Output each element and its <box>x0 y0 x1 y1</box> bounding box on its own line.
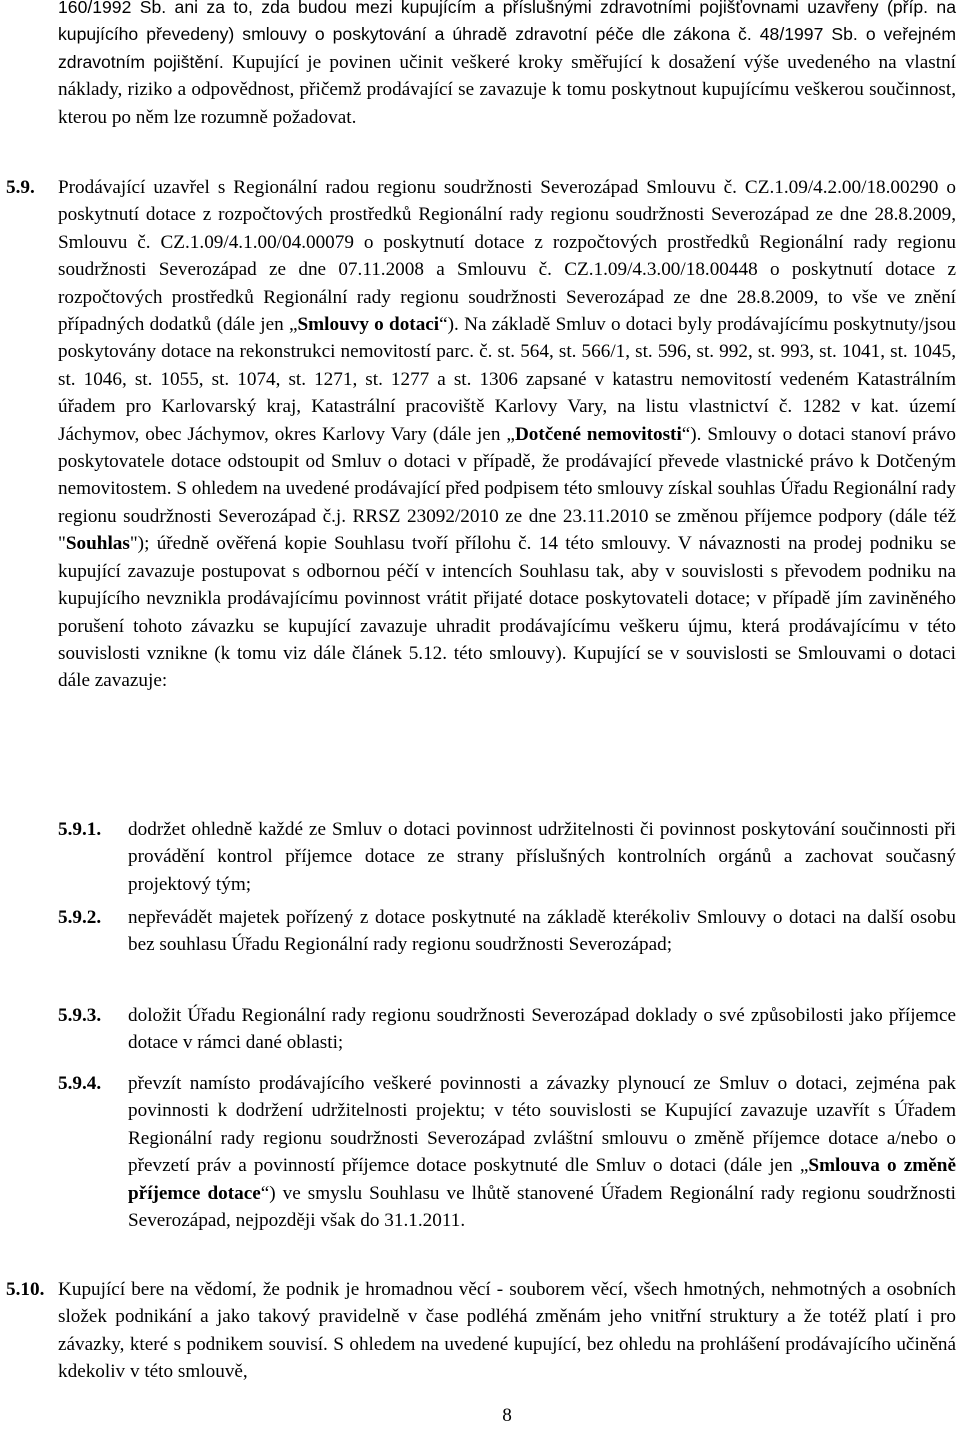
item-5-9-1-text: dodržet ohledně každé ze Smluv o dotaci povinnost udržitelnosti či povinnost poskytování součinnosti při provádění kontrol příjemce dotace ze strany příslušných kontrolních orgánů a zachovat současný projektový tým; <box>128 819 956 895</box>
item-5-9-1-number: 5.9.1. <box>58 819 102 840</box>
intro-sans-text: 160/1992 Sb. ani za to, zda budou mezi kupujícím a příslušnými zdravotními pojišťovnami uzavřeny (příp. na kupujícího převedeny) smlouvy o poskytování a úhradě zdravotní péče dle zákona č. 48/1997 Sb. o veřejném zdravotním pojištění. <box>58 0 956 72</box>
item-5-9-4-body <box>128 1070 956 1234</box>
page-number: 8 <box>502 1405 512 1426</box>
section-5-9-text-2: “). Na základě Smluv o dotaci byly prodávajícímu poskytnuty/jsou poskytovány dotace na rekonstrukci nemovitostí parc. č. st. 564, st. 566/1, st. 596, st. 992, st. 993, st. 1041, st. 1045, st. 1046, st. 1055, st. 1074, st. 1271, st. 1277 a st. 1306 zapsané v katastru nemovitostí vedeném Katastrálním úřadem pro Karlovarský kraj, Katastrální pracoviště Karlovy Vary, na listu vlastnictví č. 1282 v kat. území Jáchymov, obec Jáchymov, okres Karlovy Vary (dále jen „ <box>58 314 956 445</box>
section-5-9-text-3: “). Smlouvy o dotaci stanoví právo poskytovatele dotace odstoupit od Smluv o dotaci v případě, že prodávající převede vlastnické právo k Dotčeným nemovitostem. S ohledem na uvedené prodávající před podpisem této smlouvy získal souhlas Úřadu Regionální rady regionu soudržnosti Severozápad č.j. RRSZ 23092/2010 ze dne 23.11.2010 se změnou příjemce podpory (dále též " <box>58 423 956 555</box>
term-smlouvy-o-dotaci: Smlouvy o dotaci <box>297 314 440 336</box>
section-5-9-text-4: "); úředně ověřená kopie Souhlasu tvoří přílohu č. 14 této smlouvy. V návaznosti na prodej podniku se kupující zavazuje postupovat s odbornou péčí v intencích Souhlasu tak, aby v souvislosti s převodem podniku na kupujícího nevznikla prodávajícímu povinnost vrátit přijaté dotace poskytovateli dotace; v případě jím zaviněného porušení tohoto závazku se kupující zavazuje uhradit prodávajícímu veškeru újmu, která prodávajícímu v této souvislosti vznikne (k tomu viz dále článek 5.12. této smlouvy). Kupující se v souvislosti se Smlouvami o dotaci dále zavazuje: <box>58 533 956 692</box>
item-5-9-3-number: 5.9.3. <box>58 1005 102 1026</box>
section-5-10-text: Kupující bere na vědomí, že podnik je hromadnou věcí - souborem věcí, všech hmotných, nehmotných a osobních složek podnikání a jako takový pravidelně v čase podléhá změnám jeho vnitřní struktury a že totéž platí i pro závazky, které s podnikem souvisí. S ohledem na uvedené kupující, bez ohledu na prohlášení prodávajícího učiněná kdekoliv v této smlouvě, <box>58 1279 956 1383</box>
item-5-9-4-number: 5.9.4. <box>58 1073 102 1094</box>
section-5-9-body <box>58 174 956 695</box>
item-5-9-4-text-1: převzít namísto prodávajícího veškeré povinnosti a závazky plynoucí ze Smluv o dotaci, zejména pak povinnosti k dodržení udržitelnosti projektu; v této souvislosti se Kupující zavazuje uzavřít s Úřadem Regionální rady regionu soudržnosti Severozápad zvláštní smlouvu o změně příjemce dotace a/nebo o převzetí práv a povinností příjemce dotace poskytnuté dle Smluv o dotaci (dále jen „ <box>128 1073 956 1177</box>
term-dotcene-nemovitosti: Dotčené nemovitosti <box>514 423 682 445</box>
section-5-9-number: 5.9. <box>6 177 35 198</box>
section-5-9-text-1: Prodávající uzavřel s Regionální radou regionu soudržnosti Severozápad Smlouvu č. CZ.1.09/4.2.00/18.00290 o poskytnutí dotace z rozpočtových prostředků Regionální rady regionu soudržnosti Severozápad ze dne 28.8.2009, Smlouvu č. CZ.1.09/4.1.00/04.00079 o poskytnutí dotace z rozpočtových prostředků Regionální rady regionu soudržnosti Severozápad ze dne 07.11.2008 a Smlouvu č. CZ.1.09/4.3.00/18.00448 o poskytnutí dotace z rozpočtových prostředků Regionální rady regionu soudržnosti Severozápad ze dne 28.8.2009, to vše ve znění případných dodatků (dále jen „ <box>58 177 956 336</box>
intro-paragraph <box>58 0 956 131</box>
term-smlouva-o-zmene-prijemce-dotace: Smlouva o změně příjemce dotace <box>128 1155 956 1204</box>
intro-serif-text: Kupující je povinen učinit veškeré kroky směřující k dosažení výše uvedeného na vlastní náklady, riziko a odpovědnost, přičemž prodávající se zavazuje k tomu poskytnout kupujícímu veškerou součinnost, kterou po něm lze rozumně požadovat. <box>58 51 956 128</box>
item-5-9-4-text-2: “) ve smyslu Souhlasu ve lhůtě stanovené Úřadem Regionální rady regionu soudržnosti Severozápad, nejpozději však do 31.1.2011. <box>128 1182 956 1232</box>
item-5-9-2-text: nepřevádět majetek pořízený z dotace poskytnuté na základě kterékoliv Smlouvy o dotaci na další osobu bez souhlasu Úřadu Regionální rady regionu soudržnosti Severozápad; <box>128 907 956 956</box>
item-5-9-2-number: 5.9.2. <box>58 907 102 928</box>
item-5-9-3-text: doložit Úřadu Regionální rady regionu soudržnosti Severozápad doklady o své způsobilosti jako příjemce dotace v rámci dané oblasti; <box>128 1005 956 1054</box>
term-souhlas: Souhlas <box>65 533 130 555</box>
section-5-10-number: 5.10. <box>6 1279 45 1300</box>
